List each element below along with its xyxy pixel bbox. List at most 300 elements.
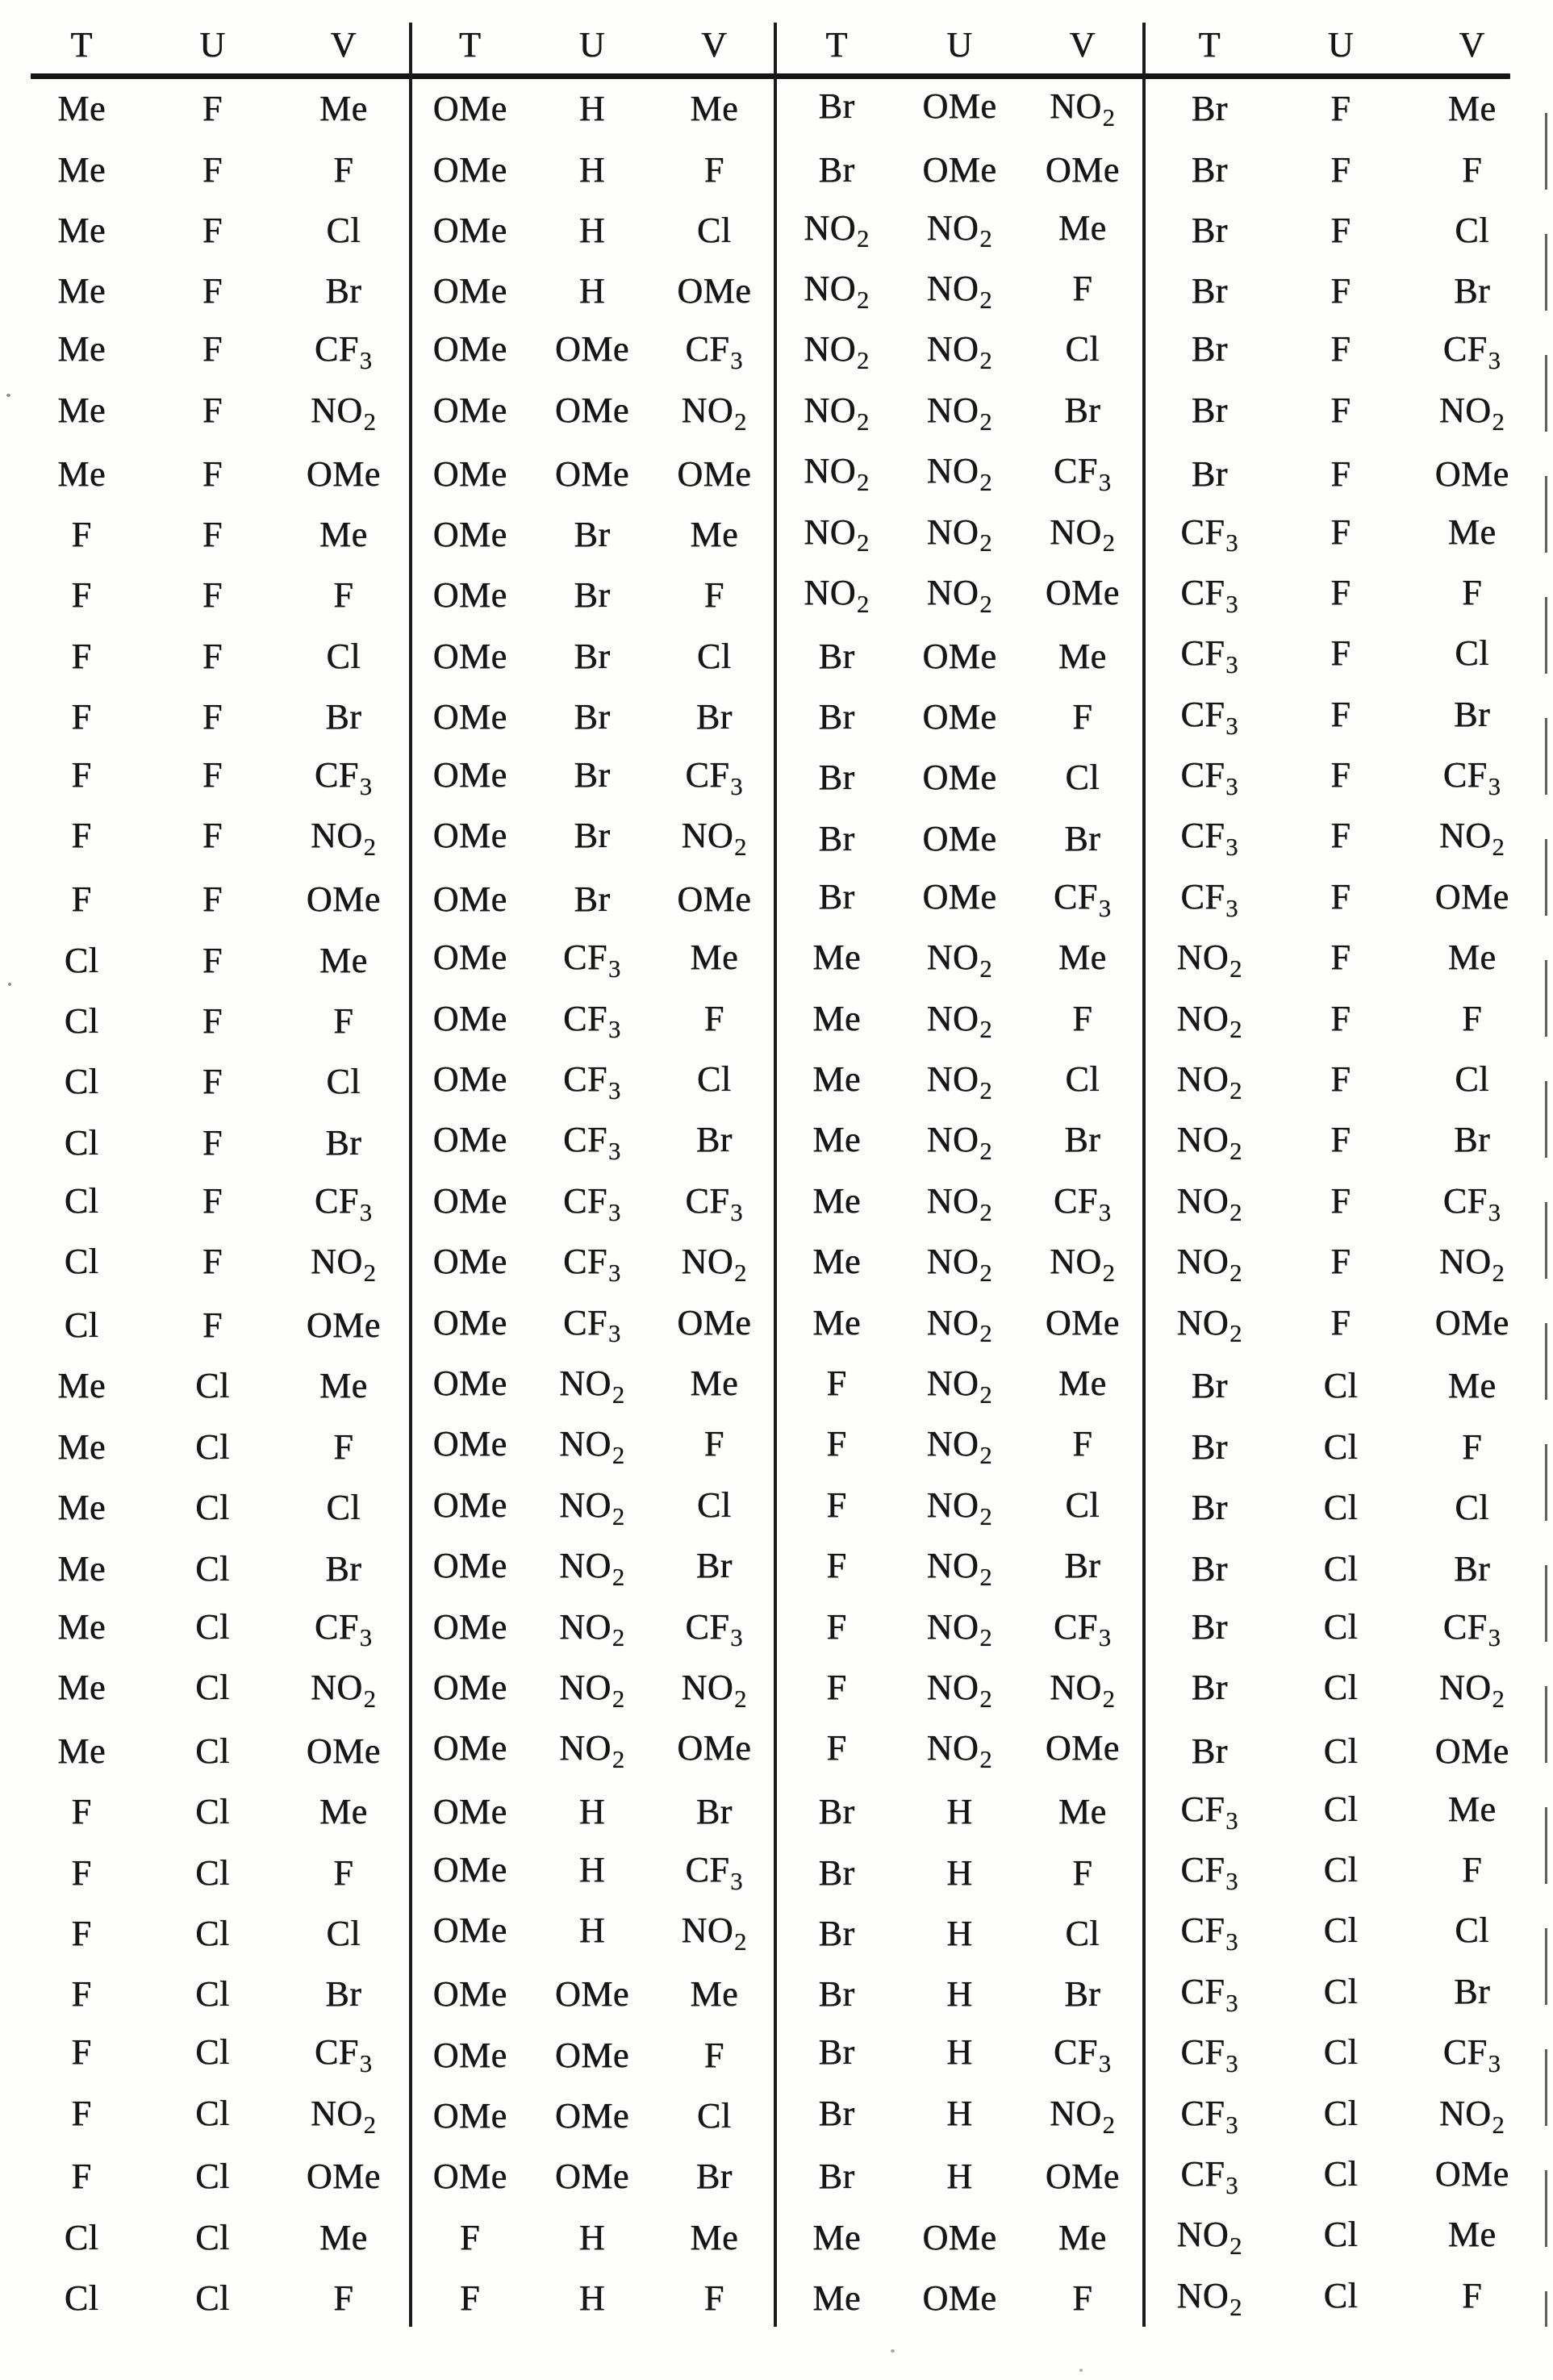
table-cell-U: $CF_3$ xyxy=(563,1059,621,1104)
table-cell-V: Cl xyxy=(326,1488,361,1528)
row-group-4 xyxy=(1144,149,1538,190)
row-group-2 xyxy=(409,2035,775,2076)
table-cell-V: Cl xyxy=(326,636,361,676)
table-cell-U: OMe xyxy=(555,2157,629,2197)
table-cell-V: $CF_3$ xyxy=(1053,876,1112,922)
table-cell-U: H xyxy=(946,2157,973,2197)
table-cell-U: $NO_2$ xyxy=(559,1363,625,1409)
table-cell-U: F xyxy=(1330,390,1351,430)
table-cell-V: Me xyxy=(690,937,739,978)
table-cell-U: F xyxy=(202,1180,223,1221)
row-group-2 xyxy=(409,1302,775,1349)
table-cell-T: Cl xyxy=(64,1001,99,1042)
table-cell-U: F xyxy=(202,514,223,554)
row-group-1 xyxy=(16,1061,409,1102)
table-cell-V: Br xyxy=(1064,1546,1101,1586)
table-cell-V: $NO_2$ xyxy=(681,1242,748,1288)
table-cell-V: $CF_3$ xyxy=(1442,1606,1501,1652)
table-cell-V: $NO_2$ xyxy=(1438,2093,1505,2139)
table-cell-V: $NO_2$ xyxy=(681,1667,748,1713)
table-cell-U: Cl xyxy=(1323,2093,1359,2133)
row-group-4 xyxy=(1144,1731,1538,1772)
row-group-2 xyxy=(409,1791,775,1832)
row-group-4 xyxy=(1144,1180,1538,1227)
row-group-1 xyxy=(16,1667,409,1714)
table-row xyxy=(16,200,1541,261)
table-cell-U: $NO_2$ xyxy=(926,1302,993,1348)
table-cell-T: OMe xyxy=(432,1302,507,1342)
table-cell-V: Me xyxy=(1058,1363,1107,1403)
row-group-4 xyxy=(1144,1789,1538,1835)
table-cell-U: F xyxy=(1330,511,1351,552)
table-cell-T: F xyxy=(826,1546,847,1586)
table-header-row xyxy=(16,16,1541,73)
table-cell-T: $CF_3$ xyxy=(1180,1910,1239,1956)
table-cell-T: OMe xyxy=(432,1667,507,1707)
table-cell-U: F xyxy=(1330,149,1351,190)
table-cell-U: F xyxy=(1330,210,1351,250)
table-cell-V: Me xyxy=(1058,207,1107,248)
row-group-4 xyxy=(1144,572,1538,619)
table-cell-U: $NO_2$ xyxy=(926,1242,993,1288)
table-cell-T: Br xyxy=(818,86,855,126)
table-row xyxy=(16,1660,1541,1720)
table-cell-V: $CF_3$ xyxy=(314,2032,373,2078)
table-cell-U: F xyxy=(1330,89,1351,129)
row-group-3 xyxy=(775,1119,1144,1166)
table-cell-V: OMe xyxy=(677,453,752,494)
row-group-4 xyxy=(1144,328,1538,375)
header-cell-T: T xyxy=(458,24,482,65)
table-cell-V: OMe xyxy=(1434,453,1509,494)
table-cell-V: Me xyxy=(1058,636,1107,676)
table-cell-T: Br xyxy=(1191,1667,1228,1707)
table-cell-T: $CF_3$ xyxy=(1180,755,1239,800)
table-cell-V: F xyxy=(333,575,354,616)
table-cell-U: Cl xyxy=(1323,1850,1359,1890)
header-cell-U: U xyxy=(199,24,226,65)
row-group-3 xyxy=(775,1180,1144,1227)
table-cell-U: Cl xyxy=(1323,1426,1359,1467)
table-cell-U: F xyxy=(1330,937,1351,978)
table-cell-T: Cl xyxy=(64,1305,99,1345)
table-cell-T: Cl xyxy=(64,1122,99,1163)
table-cell-V: Br xyxy=(1064,1974,1101,2015)
row-group-4 xyxy=(1144,998,1538,1045)
table-row xyxy=(16,2086,1541,2146)
table-cell-T: $CF_3$ xyxy=(1180,572,1239,618)
table-cell-V: Cl xyxy=(326,210,361,250)
table-cell-V: $NO_2$ xyxy=(311,2093,377,2139)
table-cell-T: F xyxy=(71,879,92,920)
table-cell-U: $CF_3$ xyxy=(563,937,621,983)
row-group-4 xyxy=(1144,2031,1538,2078)
row-group-4 xyxy=(1144,2214,1538,2261)
table-cell-T: Br xyxy=(818,876,855,917)
table-cell-V: OMe xyxy=(1045,149,1120,190)
table-cell-V: Br xyxy=(1454,1120,1491,1160)
table-cell-U: F xyxy=(202,1062,223,1102)
row-group-2 xyxy=(409,636,775,677)
table-row xyxy=(16,1173,1541,1234)
row-group-3 xyxy=(775,2093,1144,2140)
table-cell-V: Cl xyxy=(697,210,732,250)
table-cell-T: Me xyxy=(812,1059,861,1100)
table-cell-T: Me xyxy=(57,1731,106,1771)
row-group-4 xyxy=(1144,210,1538,251)
table-cell-U: F xyxy=(202,1122,223,1163)
table-cell-U: Cl xyxy=(1323,1548,1359,1589)
table-cell-U: $NO_2$ xyxy=(926,207,993,253)
row-group-2 xyxy=(409,2217,775,2258)
table-cell-U: H xyxy=(946,1792,973,1832)
table-cell-T: $CF_3$ xyxy=(1180,633,1239,679)
row-group-2 xyxy=(409,1849,775,1896)
row-group-1 xyxy=(16,514,409,555)
table-cell-U: H xyxy=(578,1910,606,1951)
table-cell-U: $NO_2$ xyxy=(926,1728,993,1774)
row-group-4 xyxy=(1144,1058,1538,1105)
row-group-1 xyxy=(16,1852,409,1894)
table-cell-V: Br xyxy=(325,1974,362,2015)
table-cell-U: Br xyxy=(574,755,611,795)
row-group-3 xyxy=(775,1302,1144,1349)
table-cell-U: Cl xyxy=(195,1731,230,1771)
scan-speck xyxy=(8,983,11,986)
scan-speck xyxy=(891,2349,895,2353)
table-cell-T: Me xyxy=(57,1606,106,1647)
row-group-4 xyxy=(1144,2153,1538,2200)
row-group-1 xyxy=(16,1731,409,1772)
table-cell-V: $CF_3$ xyxy=(685,755,744,800)
table-cell-T: $NO_2$ xyxy=(1176,1120,1243,1166)
row-group-4 xyxy=(1144,1365,1538,1406)
row-group-1 xyxy=(16,696,409,737)
row-group-3 xyxy=(775,268,1144,315)
table-cell-V: Cl xyxy=(1065,329,1100,370)
header-group-2 xyxy=(409,24,775,65)
table-cell-T: OMe xyxy=(432,1363,507,1403)
header-cell-T: T xyxy=(825,24,848,65)
row-group-2 xyxy=(409,1910,775,1956)
table-row xyxy=(16,1113,1541,1173)
header-group-3 xyxy=(775,24,1144,65)
table-cell-V: Me xyxy=(1447,937,1497,978)
row-group-4 xyxy=(1144,694,1538,741)
table-cell-T: OMe xyxy=(432,1546,507,1586)
table-cell-U: F xyxy=(1330,1120,1351,1160)
table-cell-T: Cl xyxy=(64,2278,99,2319)
table-row xyxy=(16,808,1541,869)
table-cell-V: Me xyxy=(690,1363,739,1403)
table-cell-V: Cl xyxy=(1455,210,1489,250)
row-group-1 xyxy=(16,88,409,129)
table-cell-U: Cl xyxy=(1323,1731,1359,1771)
header-cell-T: T xyxy=(1198,24,1221,65)
table-cell-T: F xyxy=(71,1974,92,2015)
table-cell-U: H xyxy=(578,89,606,129)
table-cell-T: Cl xyxy=(64,2217,99,2257)
table-cell-U: F xyxy=(202,271,223,311)
table-cell-T: $CF_3$ xyxy=(1180,2032,1239,2078)
table-cell-U: Cl xyxy=(195,1667,230,1707)
table-row xyxy=(16,1781,1541,1842)
row-group-1 xyxy=(16,1122,409,1163)
table-cell-T: OMe xyxy=(432,2035,507,2075)
table-cell-V: F xyxy=(1072,2278,1093,2319)
table-cell-T: OMe xyxy=(432,697,507,737)
table-cell-V: F xyxy=(333,1852,354,1893)
table-cell-U: $CF_3$ xyxy=(563,1242,621,1288)
page-edge-line xyxy=(1545,113,1547,2327)
table-cell-V: Me xyxy=(319,940,368,980)
table-cell-V: Cl xyxy=(697,1484,732,1525)
table-cell-T: $CF_3$ xyxy=(1180,694,1239,740)
header-cell-V: V xyxy=(330,24,357,65)
table-cell-T: F xyxy=(71,2032,92,2073)
table-cell-V: OMe xyxy=(1045,2157,1120,2197)
table-cell-U: F xyxy=(202,697,223,737)
table-cell-U: OMe xyxy=(922,876,997,917)
table-cell-U: OMe xyxy=(555,453,629,494)
table-cell-V: Me xyxy=(690,514,739,554)
row-group-1 xyxy=(16,2278,409,2319)
table-cell-V: OMe xyxy=(1434,1302,1509,1342)
table-cell-U: Cl xyxy=(195,1488,230,1528)
row-group-2 xyxy=(409,815,775,862)
table-cell-U: Br xyxy=(574,514,611,554)
table-cell-U: Br xyxy=(574,816,611,856)
table-cell-U: F xyxy=(1330,816,1351,856)
table-cell-V: $NO_2$ xyxy=(1050,511,1116,557)
row-group-3 xyxy=(775,1973,1144,2015)
table-cell-U: H xyxy=(578,149,606,190)
table-cell-V: Me xyxy=(690,1974,739,2015)
table-cell-U: F xyxy=(1330,1180,1351,1221)
table-cell-T: F xyxy=(71,636,92,676)
table-cell-V: F xyxy=(333,149,354,190)
row-group-3 xyxy=(775,328,1144,375)
table-cell-V: $NO_2$ xyxy=(1050,86,1116,132)
table-cell-T: Me xyxy=(57,453,106,494)
table-row xyxy=(16,869,1541,929)
table-cell-T: Br xyxy=(1191,210,1228,250)
table-cell-U: $NO_2$ xyxy=(559,1667,625,1713)
table-cell-T: OMe xyxy=(432,1424,507,1464)
table-cell-T: Br xyxy=(1191,149,1228,190)
table-cell-U: $NO_2$ xyxy=(926,1546,993,1591)
table-cell-U: $NO_2$ xyxy=(926,329,993,375)
table-cell-U: $NO_2$ xyxy=(926,511,993,557)
table-cell-T: Br xyxy=(818,2157,855,2197)
table-row xyxy=(16,1355,1541,1416)
table-cell-T: OMe xyxy=(432,1120,507,1160)
table-cell-V: Br xyxy=(1454,271,1491,311)
table-cell-U: Cl xyxy=(195,2278,230,2319)
table-cell-U: F xyxy=(1330,329,1351,370)
table-cell-U: F xyxy=(1330,1059,1351,1100)
table-cell-V: F xyxy=(703,998,724,1038)
row-group-2 xyxy=(409,514,775,555)
table-cell-U: $NO_2$ xyxy=(559,1546,625,1591)
table-cell-V: Br xyxy=(325,697,362,737)
table-cell-T: Cl xyxy=(64,940,99,980)
table-row xyxy=(16,1721,1541,1781)
table-cell-V: Br xyxy=(1064,390,1101,430)
table-cell-U: $CF_3$ xyxy=(563,998,621,1044)
row-group-4 xyxy=(1144,1426,1538,1468)
row-group-4 xyxy=(1144,937,1538,983)
table-cell-V: F xyxy=(703,2278,724,2319)
table-cell-V: Br xyxy=(1454,694,1491,734)
row-group-1 xyxy=(16,1973,409,2015)
row-group-4 xyxy=(1144,511,1538,558)
table-cell-T: Br xyxy=(1191,271,1228,311)
table-cell-T: Cl xyxy=(64,1242,99,1282)
table-cell-V: $CF_3$ xyxy=(1053,1606,1112,1652)
row-group-2 xyxy=(409,270,775,311)
table-cell-T: $CF_3$ xyxy=(1180,876,1239,922)
row-group-1 xyxy=(16,1913,409,1954)
table-cell-T: OMe xyxy=(432,1728,507,1768)
table-cell-U: F xyxy=(202,390,223,430)
table-cell-V: OMe xyxy=(1045,572,1120,612)
table-cell-T: $NO_2$ xyxy=(804,390,870,436)
table-row xyxy=(16,78,1541,139)
row-group-3 xyxy=(775,1058,1144,1105)
table-cell-V: $NO_2$ xyxy=(311,390,377,436)
table-cell-V: F xyxy=(333,1426,354,1467)
table-cell-U: Cl xyxy=(195,1548,230,1589)
table-cell-V: Me xyxy=(319,2217,368,2257)
row-group-3 xyxy=(775,207,1144,254)
row-group-2 xyxy=(409,453,775,495)
row-group-2 xyxy=(409,1423,775,1470)
table-cell-V: $NO_2$ xyxy=(681,816,748,862)
row-group-2 xyxy=(409,1363,775,1409)
table-cell-T: Me xyxy=(57,149,106,190)
table-cell-V: OMe xyxy=(1045,1302,1120,1342)
table-cell-V: Cl xyxy=(326,1913,361,1953)
table-cell-T: F xyxy=(826,1728,847,1768)
row-group-2 xyxy=(409,1667,775,1714)
header-group-4 xyxy=(1144,24,1538,65)
row-group-2 xyxy=(409,88,775,129)
row-group-4 xyxy=(1144,1548,1538,1589)
table-cell-T: F xyxy=(71,2093,92,2133)
table-cell-U: Cl xyxy=(195,1913,230,1953)
table-cell-T: Me xyxy=(812,2217,861,2257)
table-cell-V: Me xyxy=(1058,937,1107,978)
table-cell-V: $NO_2$ xyxy=(311,1242,377,1288)
table-row xyxy=(16,687,1541,747)
table-row xyxy=(16,1538,1541,1598)
table-body xyxy=(16,78,1541,2328)
table-cell-T: OMe xyxy=(432,1910,507,1951)
table-cell-T: OMe xyxy=(432,329,507,370)
table-cell-U: Cl xyxy=(1323,1910,1359,1951)
table-cell-T: Br xyxy=(1191,1731,1228,1771)
row-group-3 xyxy=(775,390,1144,436)
row-group-1 xyxy=(16,1606,409,1653)
table-cell-U: F xyxy=(1330,1242,1351,1282)
table-cell-U: H xyxy=(946,2093,973,2133)
table-cell-T: Br xyxy=(1191,390,1228,430)
table-row xyxy=(16,504,1541,565)
row-group-4 xyxy=(1144,815,1538,862)
table-cell-T: OMe xyxy=(432,1059,507,1100)
table-cell-V: $NO_2$ xyxy=(1438,1242,1505,1288)
table-cell-V: F xyxy=(1462,998,1483,1038)
table-row xyxy=(16,991,1541,1051)
table-cell-V: Cl xyxy=(697,2096,732,2136)
table-cell-U: Cl xyxy=(1323,1667,1359,1707)
table-cell-V: F xyxy=(703,1424,724,1464)
row-group-3 xyxy=(775,1363,1144,1409)
table-cell-V: Cl xyxy=(1455,1488,1489,1528)
table-cell-U: H xyxy=(578,2278,606,2319)
table-cell-T: OMe xyxy=(432,998,507,1038)
table-cell-T: $CF_3$ xyxy=(1180,816,1239,862)
table-cell-T: $NO_2$ xyxy=(804,451,870,496)
header-cell-U: U xyxy=(1327,24,1355,65)
row-group-3 xyxy=(775,1484,1144,1531)
table-cell-V: F xyxy=(703,2035,724,2075)
row-group-2 xyxy=(409,2278,775,2319)
table-cell-U: F xyxy=(202,453,223,494)
table-cell-T: F xyxy=(71,1852,92,1893)
table-cell-U: $NO_2$ xyxy=(926,1484,993,1530)
row-group-4 xyxy=(1144,2275,1538,2322)
row-group-3 xyxy=(775,450,1144,497)
substituent-table xyxy=(16,16,1541,2321)
table-cell-T: Br xyxy=(818,1792,855,1832)
table-cell-V: OMe xyxy=(677,1728,752,1768)
row-group-2 xyxy=(409,998,775,1045)
table-cell-V: $CF_3$ xyxy=(1053,451,1112,496)
table-cell-T: OMe xyxy=(432,149,507,190)
table-cell-U: F xyxy=(1330,876,1351,917)
table-cell-U: H xyxy=(946,1974,973,2015)
row-group-1 xyxy=(16,1241,409,1288)
table-cell-T: F xyxy=(460,2278,481,2319)
table-cell-U: Cl xyxy=(195,1792,230,1832)
table-cell-U: H xyxy=(946,2032,973,2073)
scan-speck xyxy=(1079,2369,1083,2372)
table-cell-T: Br xyxy=(818,149,855,190)
table-cell-T: Me xyxy=(812,1120,861,1160)
row-group-1 xyxy=(16,1487,409,1528)
table-cell-U: $NO_2$ xyxy=(926,1120,993,1166)
row-group-3 xyxy=(775,572,1144,619)
scan-speck xyxy=(6,394,10,397)
table-cell-V: Me xyxy=(1447,89,1497,129)
table-cell-U: F xyxy=(202,575,223,616)
table-cell-U: OMe xyxy=(922,2278,997,2319)
table-cell-V: $NO_2$ xyxy=(311,1667,377,1713)
table-cell-T: Br xyxy=(818,697,855,737)
table-cell-T: Br xyxy=(1191,1366,1228,1406)
table-cell-U: $NO_2$ xyxy=(926,268,993,314)
table-cell-T: Me xyxy=(57,1667,106,1707)
table-cell-V: F xyxy=(1072,268,1093,308)
table-cell-U: $NO_2$ xyxy=(926,451,993,496)
table-cell-T: Me xyxy=(812,998,861,1038)
table-cell-V: Br xyxy=(695,1120,733,1160)
table-cell-T: Me xyxy=(57,210,106,250)
row-group-1 xyxy=(16,2093,409,2140)
table-cell-T: Br xyxy=(818,1852,855,1893)
